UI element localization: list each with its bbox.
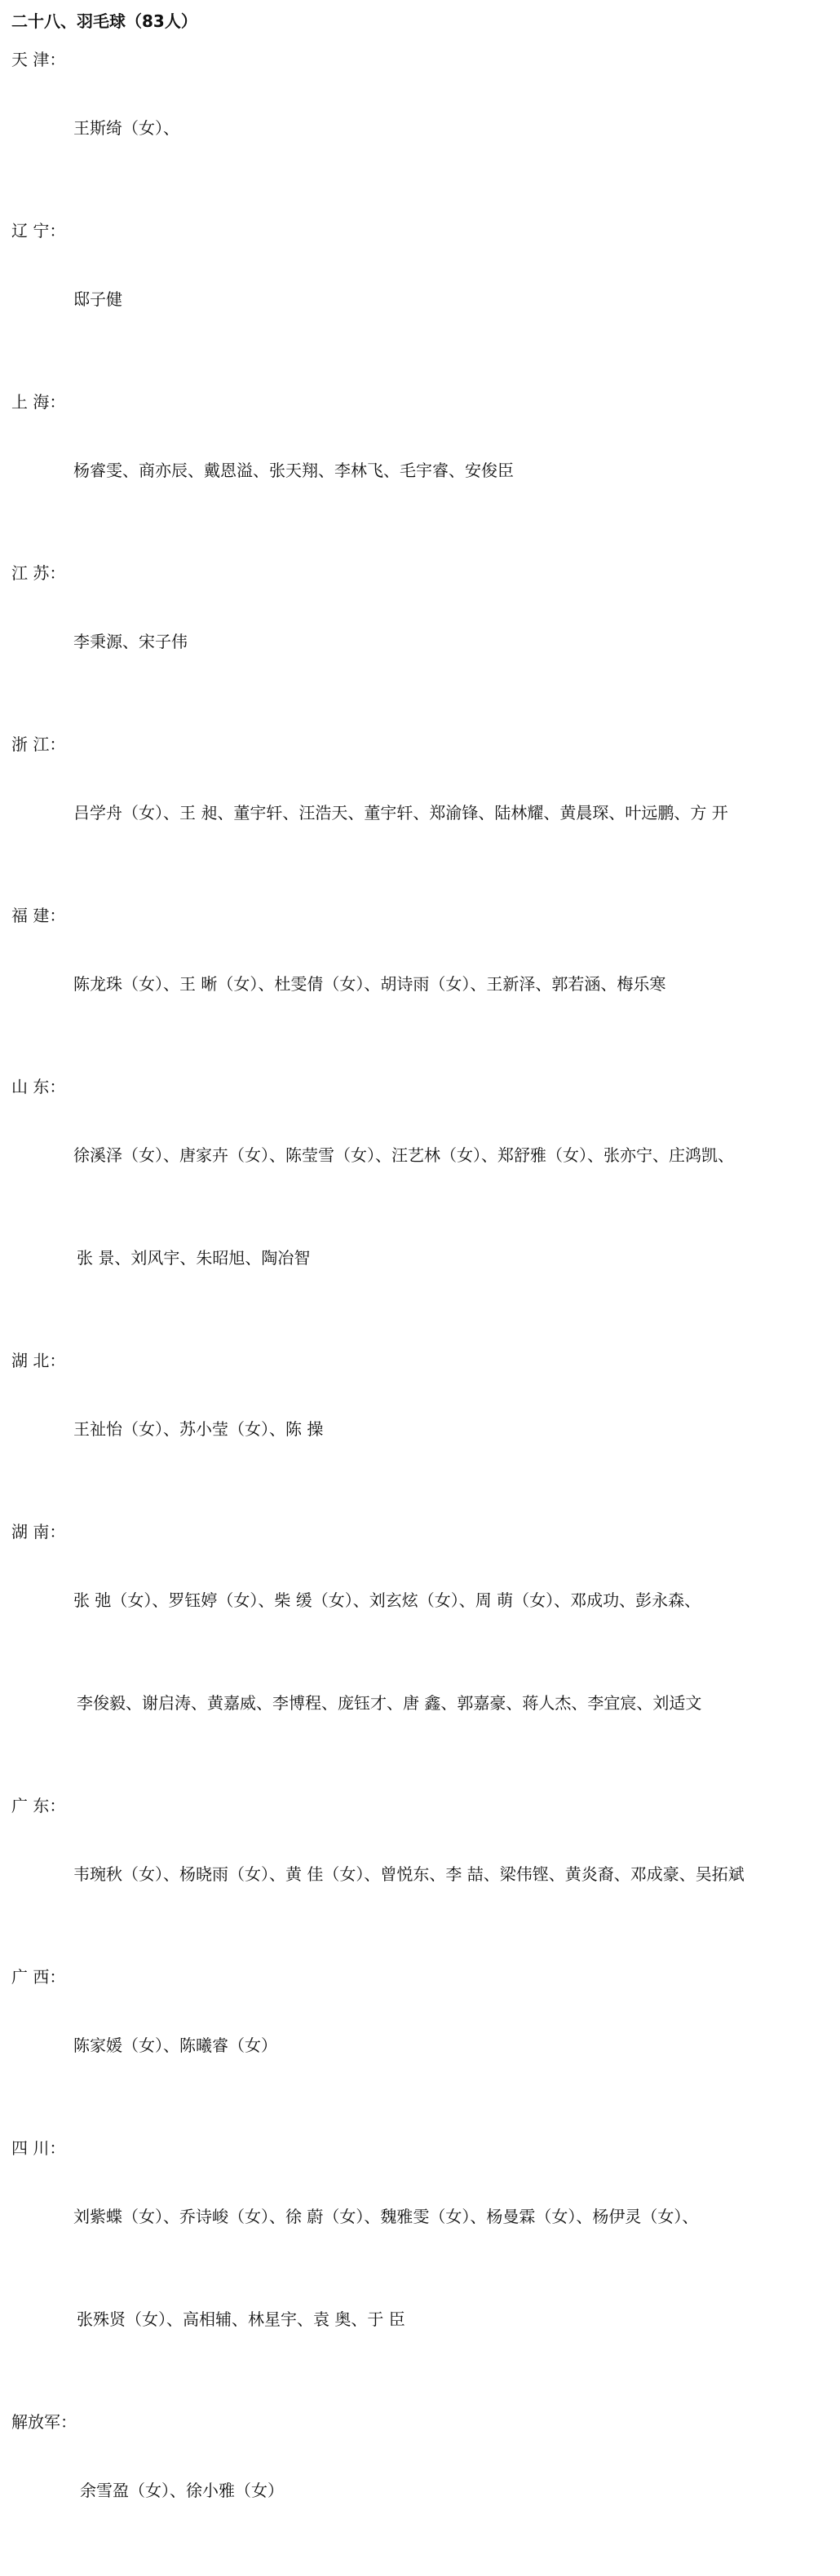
athlete-line: 韦琬秋（女）、杨晓雨（女）、黄 佳（女）、曾悦东、李 喆、梁伟铿、黄炎裔、邓成豪、吴拓斌	[73, 1864, 745, 1884]
athlete-list	[73, 1343, 323, 1515]
athlete-line: 李俊毅、谢启涛、黄嘉威、李博程、庞钰才、唐 鑫、郭嘉豪、蒋人杰、李宜宸、刘适文	[77, 1693, 702, 1713]
athlete-list	[73, 1960, 277, 2131]
athlete-list	[73, 2131, 698, 2405]
document-body	[11, 8, 831, 2576]
province-label: 广 东：	[11, 1796, 66, 1815]
province-label: 福 建：	[11, 906, 66, 925]
province-label: 辽 宁：	[11, 221, 66, 240]
section-title: 二十八、羽毛球（83人）	[11, 11, 197, 31]
province-label: 湖 南：	[11, 1522, 66, 1542]
athlete-line: 吕学舟（女）、王 昶、董宇轩、汪浩天、董宇轩、郑渝锋、陆林耀、黄晨琛、叶远鹏、方 开	[73, 803, 728, 823]
province-row-sichuan	[11, 2131, 831, 2405]
athlete-list	[73, 214, 122, 385]
athlete-line: 张 弛（女）、罗钰婷（女）、柴 缓（女）、刘玄炫（女）、周 萌（女）、邓成功、彭永森、	[73, 1590, 701, 1610]
province-row-zhejiang	[11, 727, 831, 898]
athlete-line: 邸子健	[73, 289, 122, 309]
province-label: 湖 北：	[11, 1351, 66, 1370]
province-label: 浙 江：	[11, 734, 66, 754]
athlete-line: 王祉怡（女）、苏小莹（女）、陈 操	[73, 1419, 324, 1439]
province-label: 四 川：	[11, 2138, 66, 2158]
athlete-list	[73, 1515, 701, 1789]
athlete-line: 余雪盈（女）、徐小雅（女）	[80, 2481, 284, 2500]
province-row-liaoning	[11, 214, 831, 385]
athlete-list	[73, 727, 728, 898]
athlete-line: 张殊贤（女）、高相辅、林星宇、袁 奥、于 臣	[77, 2309, 405, 2329]
athlete-line: 陈龙珠（女）、王 晰（女）、杜雯倩（女）、胡诗雨（女）、王新泽、郭若涵、梅乐寒	[73, 974, 666, 994]
athlete-line: 刘紫蝶（女）、乔诗峻（女）、徐 蔚（女）、魏雅雯（女）、杨曼霖（女）、杨伊灵（女）、	[73, 2207, 699, 2226]
athlete-line: 李秉源、宋子伟	[73, 632, 188, 651]
province-label: 解放军：	[11, 2412, 77, 2432]
athlete-list	[73, 898, 665, 1070]
athlete-list	[73, 42, 179, 214]
province-row-shanghai	[11, 385, 831, 556]
athlete-line: 陈家媛（女）、陈曦睿（女）	[73, 2036, 277, 2055]
province-row-guangdong	[11, 1789, 831, 1960]
province-label: 山 东：	[11, 1077, 66, 1096]
province-label: 江 苏：	[11, 563, 66, 583]
province-row-guangxi	[11, 1960, 831, 2131]
athlete-line: 张 景、刘风宇、朱昭旭、陶冶智	[77, 1248, 311, 1268]
province-label: 上 海：	[11, 392, 66, 412]
province-label: 天 津：	[11, 50, 66, 69]
athlete-line: 杨睿雯、商亦辰、戴恩溢、张天翔、李林飞、毛宇睿、安俊臣	[73, 461, 514, 480]
athlete-list	[73, 1070, 734, 1343]
province-label: 广 西：	[11, 1967, 66, 1987]
province-row-hubei	[11, 1343, 831, 1515]
athlete-line: 徐溪泽（女）、唐家卉（女）、陈莹雪（女）、汪艺林（女）、郑舒雅（女）、张亦宁、庄鸿凯、	[73, 1145, 734, 1165]
athlete-list	[73, 385, 514, 556]
province-row-pla	[11, 2405, 831, 2576]
athlete-list	[73, 556, 188, 727]
province-row-jiangsu	[11, 556, 831, 727]
province-row-hunan	[11, 1515, 831, 1789]
athlete-list	[80, 2405, 284, 2576]
province-row-tianjin	[11, 42, 831, 214]
province-row-fujian	[11, 898, 831, 1070]
athlete-line: 王斯绮（女）、	[73, 118, 179, 138]
province-row-shandong	[11, 1070, 831, 1343]
athlete-list	[73, 1789, 745, 1960]
